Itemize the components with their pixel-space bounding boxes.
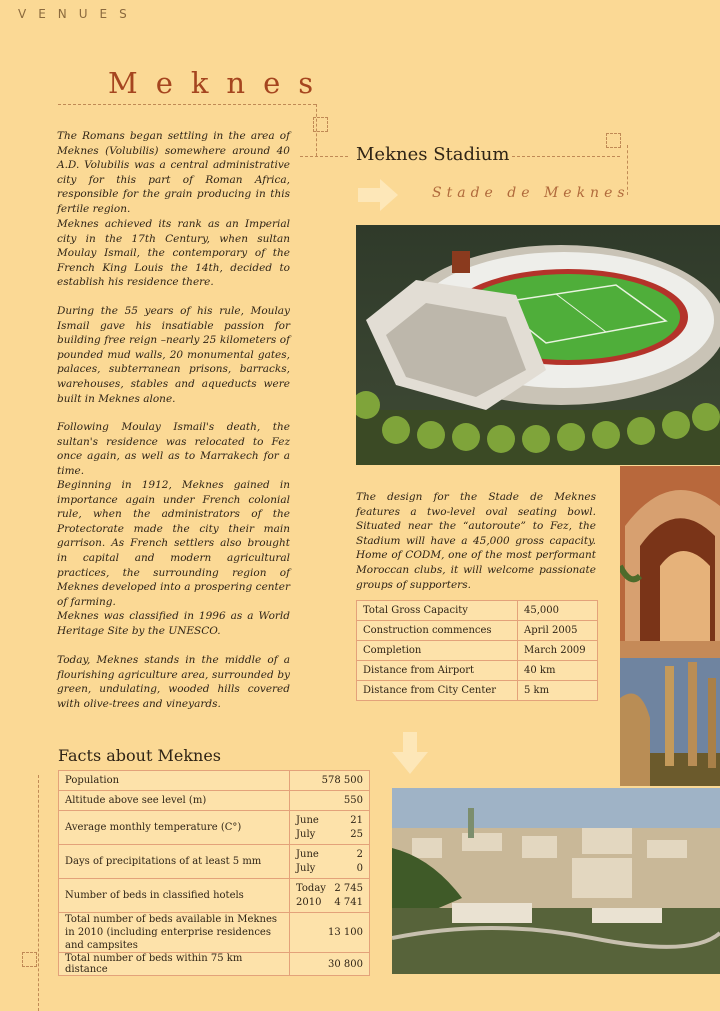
section-label: VENUES bbox=[18, 7, 139, 21]
table-cell bbox=[290, 811, 370, 845]
table-value: 2 bbox=[356, 848, 363, 860]
year-label: Today bbox=[296, 882, 326, 894]
divider bbox=[38, 775, 39, 1011]
arches-image bbox=[620, 466, 720, 658]
intro-paragraph: Meknes achieved its rank as an Imperial city in the 17th Century, when sultan Moulay Ismail, the contemporary of the French King Louis the 14th, decided to establish his residence there. bbox=[57, 218, 290, 289]
table-cell: 45,000 bbox=[518, 601, 598, 621]
stadium-description: The design for the Stade de Meknes features a two-level oval seating bowl. Situated near the “autoroute” to Fez, the Stadium will have a 45,000 gross capacity. Home of CODM, one of the most performant Moroccan clubs, it will welcome passionate groups of supporters. bbox=[356, 491, 596, 591]
intro-paragraph: During the 55 years of his rule, Moulay Ismail gave his insatiable passion for building free reign –nearly 25 kilometers of pounded mud walls, 20 monumental gates, palaces, subterranean prisons, barracks, warehouses, stables and aqueducts were built in Meknes alone. bbox=[57, 305, 290, 405]
table-row bbox=[59, 953, 370, 976]
table-value: 4 741 bbox=[334, 896, 363, 908]
table-cell: Total number of beds available in Meknes in 2010 (including enterprise residences and campsites bbox=[59, 913, 290, 953]
table-cell: March 2009 bbox=[518, 641, 598, 661]
table-cell: Altitude above see level (m) bbox=[59, 791, 290, 811]
decor-square bbox=[22, 952, 37, 967]
intro-paragraph: Today, Meknes stands in the middle of a flourishing agriculture area, surrounded by green, undulating, wooded hills covered with olive-trees and vineyards. bbox=[57, 654, 290, 710]
table-row bbox=[59, 811, 370, 845]
arrow-right-icon bbox=[356, 176, 400, 214]
year-label: 2010 bbox=[296, 896, 322, 908]
table-cell: Completion bbox=[357, 641, 518, 661]
intro-paragraph: Meknes was classified in 1996 as a World Heritage Site by the UNESCO. bbox=[57, 610, 290, 637]
divider bbox=[58, 104, 316, 105]
table-cell: 578 500 bbox=[290, 771, 370, 791]
table-cell: Number of beds in classified hotels bbox=[59, 879, 290, 913]
table-row bbox=[357, 661, 598, 681]
city-title: Meknes bbox=[108, 66, 332, 100]
table-row bbox=[59, 845, 370, 879]
table-row bbox=[357, 681, 598, 701]
table-cell: Population bbox=[59, 771, 290, 791]
table-cell bbox=[290, 845, 370, 879]
table-value: 25 bbox=[350, 828, 363, 840]
table-row bbox=[59, 771, 370, 791]
divider bbox=[300, 156, 348, 157]
table-cell: April 2005 bbox=[518, 621, 598, 641]
table-cell: 5 km bbox=[518, 681, 598, 701]
table-row bbox=[59, 879, 370, 913]
intro-paragraph: Beginning in 1912, Meknes gained in importance again under French colonial rule, when the administrators of the Protectorate made the city their main garrison. As French settlers also brought in capital and modern agricultural practices, the surrounding region of Meknes developed into a prospering center of farming. bbox=[57, 479, 290, 608]
table-value: 2 745 bbox=[334, 882, 363, 894]
table-cell: 550 bbox=[290, 791, 370, 811]
month-label: July bbox=[296, 862, 316, 874]
ruins-image bbox=[620, 658, 720, 786]
table-cell: Distance from City Center bbox=[357, 681, 518, 701]
month-label: July bbox=[296, 828, 316, 840]
city-facts-table bbox=[58, 770, 370, 976]
stadium-title: Meknes Stadium bbox=[356, 144, 510, 165]
decor-square bbox=[606, 133, 621, 148]
table-cell: Construction commences bbox=[357, 621, 518, 641]
table-row bbox=[59, 791, 370, 811]
table-cell: Days of precipitations of at least 5 mm bbox=[59, 845, 290, 879]
divider bbox=[512, 156, 620, 157]
table-row bbox=[357, 641, 598, 661]
table-cell: 40 km bbox=[518, 661, 598, 681]
table-cell: 30 800 bbox=[290, 953, 370, 976]
facts-title: Facts about Meknes bbox=[58, 746, 222, 765]
table-cell: Total number of beds within 75 km distance bbox=[59, 953, 290, 976]
month-label: June bbox=[296, 814, 319, 826]
table-cell: Average monthly temperature (C°) bbox=[59, 811, 290, 845]
table-cell bbox=[290, 879, 370, 913]
decor-square bbox=[313, 117, 328, 132]
arrow-down-icon bbox=[390, 730, 430, 776]
table-cell: Distance from Airport bbox=[357, 661, 518, 681]
table-cell: Total Gross Capacity bbox=[357, 601, 518, 621]
table-value: 0 bbox=[356, 862, 363, 874]
month-label: June bbox=[296, 848, 319, 860]
table-value: 21 bbox=[350, 814, 363, 826]
city-image bbox=[392, 788, 720, 974]
stadium-image bbox=[356, 225, 720, 465]
intro-paragraph: Following Moulay Ismail's death, the sultan's residence was relocated to Fez once again, as well as to Marrakech for a time. bbox=[57, 421, 290, 477]
table-row bbox=[59, 913, 370, 953]
table-row bbox=[357, 621, 598, 641]
intro-paragraph: The Romans began settling in the area of Meknes (Volubilis) somewhere around 40 A.D. Volubilis was a central administrative city for this part of Roman Africa, responsible for the grain producing in this fertile region. bbox=[57, 130, 290, 215]
table-cell: 13 100 bbox=[290, 913, 370, 953]
table-row bbox=[357, 601, 598, 621]
stadium-subtitle: Stade de Meknes bbox=[432, 185, 630, 201]
stadium-facts-table bbox=[356, 600, 598, 701]
